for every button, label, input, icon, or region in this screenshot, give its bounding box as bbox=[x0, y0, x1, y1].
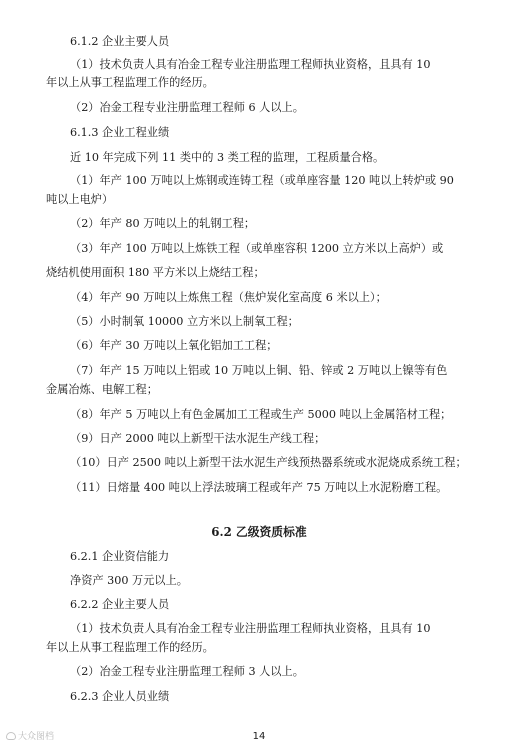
text-line: （10）日产 2500 吨以上新型干法水泥生产线预热器系统或水泥烧成系统工程； bbox=[70, 456, 467, 469]
watermark-text: 大众图档 bbox=[18, 732, 55, 742]
text-line: 6.1.2 企业主要人员 bbox=[70, 35, 170, 48]
text-line: （2）年产 80 万吨以上的轧钢工程； bbox=[70, 217, 256, 230]
text-line: 年以上从事工程监理工作的经历。 bbox=[46, 76, 214, 89]
text-line: 6.2.1 企业资信能力 bbox=[70, 550, 170, 563]
watermark-logo-icon bbox=[6, 732, 16, 740]
text-line: （1）技术负责人具有冶金工程专业注册监理工程师执业资格，且具有 10 bbox=[70, 58, 431, 71]
text-line: 吨以上电炉） bbox=[46, 193, 114, 206]
text-line: （1）年产 100 万吨以上炼钢或连铸工程（或单座容量 120 吨以上转炉或 90 bbox=[70, 174, 454, 187]
watermark bbox=[6, 729, 54, 742]
text-line: 烧结机使用面积 180 平方米以上烧结工程； bbox=[46, 266, 265, 279]
text-line: （3）年产 100 万吨以上炼铁工程（或单座容积 1200 立方米以上高炉）或 bbox=[70, 242, 444, 255]
text-line: （1）技术负责人具有冶金工程专业注册监理工程师执业资格，且具有 10 bbox=[70, 622, 431, 635]
text-line: 6.2.2 企业主要人员 bbox=[70, 598, 170, 611]
text-line: （2）冶金工程专业注册监理工程师 6 人以上。 bbox=[70, 101, 304, 114]
text-line: 近 10 年完成下列 11 类中的 3 类工程的监理，工程质量合格。 bbox=[70, 151, 385, 164]
text-line: （4）年产 90 万吨以上炼焦工程（焦炉炭化室高度 6 米以上）； bbox=[70, 291, 387, 304]
text-line: 净资产 300 万元以上。 bbox=[70, 574, 188, 587]
text-line: 金属冶炼、电解工程； bbox=[46, 383, 158, 396]
text-line: （8）年产 5 万吨以上有色金属加工工程或生产 5000 吨以上金属箔材工程； bbox=[70, 408, 452, 421]
text-line: （11）日熔量 400 吨以上浮法玻璃工程或年产 75 万吨以上水泥粉磨工程。 bbox=[70, 481, 448, 494]
text-line: 年以上从事工程监理工作的经历。 bbox=[46, 641, 214, 654]
text-line: （6）年产 30 万吨以上氧化铝加工工程； bbox=[70, 339, 278, 352]
section-heading: 6.2 乙级资质标准 bbox=[211, 525, 307, 539]
page-number: 14 bbox=[252, 731, 266, 742]
text-line: （9）日产 2000 吨以上新型干法水泥生产线工程； bbox=[70, 432, 326, 445]
text-line: 6.2.3 企业人员业绩 bbox=[70, 690, 170, 703]
text-line: （7）年产 15 万吨以上铝或 10 万吨以上铜、铅、锌或 2 万吨以上镍等有色 bbox=[70, 364, 448, 377]
text-line: 6.1.3 企业工程业绩 bbox=[70, 126, 170, 139]
text-line: （2）冶金工程专业注册监理工程师 3 人以上。 bbox=[70, 665, 304, 678]
text-line: （5）小时制氧 10000 立方米以上制氧工程； bbox=[70, 315, 299, 328]
